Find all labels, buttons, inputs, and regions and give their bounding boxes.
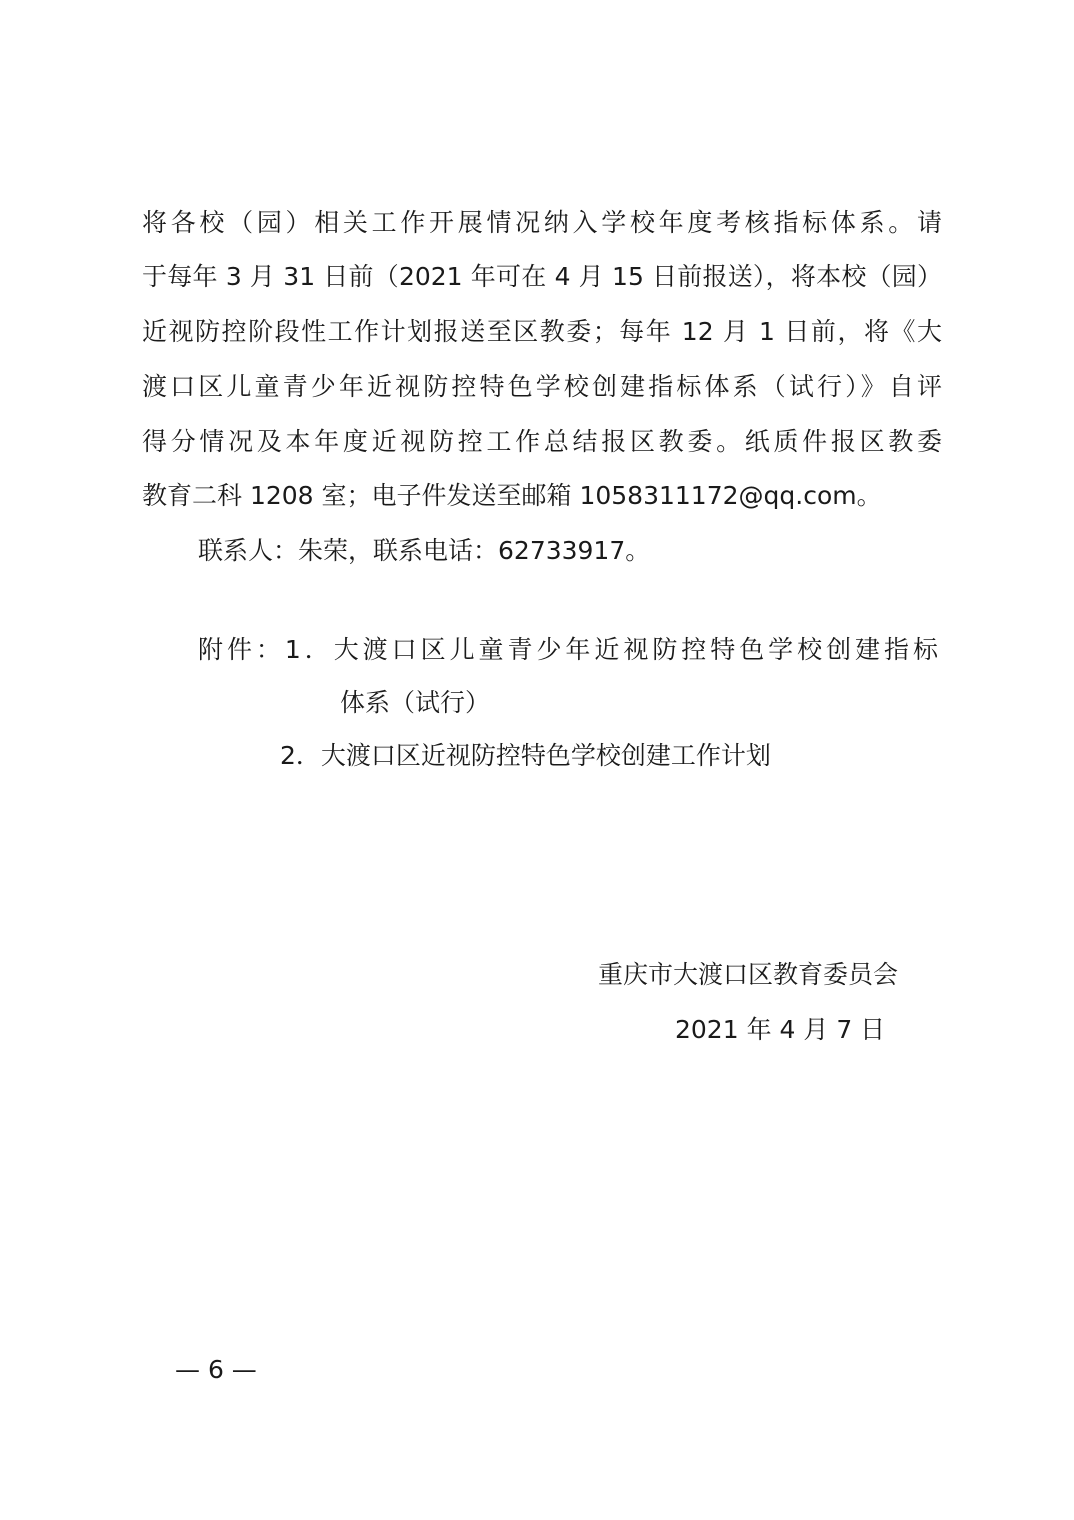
body-line-1: 将各校（园）相关工作开展情况纳入学校年度考核指标体系。请 xyxy=(142,208,942,237)
page-number: — 6 — xyxy=(175,1355,257,1384)
body-line-4: 渡口区儿童青少年近视防控特色学校创建指标体系（试行）》自评 xyxy=(142,372,942,401)
attachment-1-line-1: 附件：1．大渡口区儿童青少年近视防控特色学校创建指标 xyxy=(198,635,938,664)
attachment-2: 2．大渡口区近视防控特色学校创建工作计划 xyxy=(280,741,771,770)
signature-org: 重庆市大渡口区教育委员会 xyxy=(598,960,899,989)
body-line-5: 得分情况及本年度近视防控工作总结报区教委。纸质件报区教委 xyxy=(142,427,942,456)
signature-date: 2021 年 4 月 7 日 xyxy=(675,1015,886,1044)
body-line-2: 于每年 3 月 31 日前（2021 年可在 4 月 15 日前报送），将本校（园） xyxy=(142,262,942,291)
body-line-6: 教育二科 1208 室；电子件发送至邮箱 1058311172@qq.com。 xyxy=(142,481,882,510)
contact-line: 联系人：朱荣，联系电话：62733917。 xyxy=(198,536,651,565)
attachment-1-line-2: 体系（试行） xyxy=(340,688,491,717)
body-line-3: 近视防控阶段性工作计划报送至区教委；每年 12 月 1 日前，将《大 xyxy=(142,317,942,346)
